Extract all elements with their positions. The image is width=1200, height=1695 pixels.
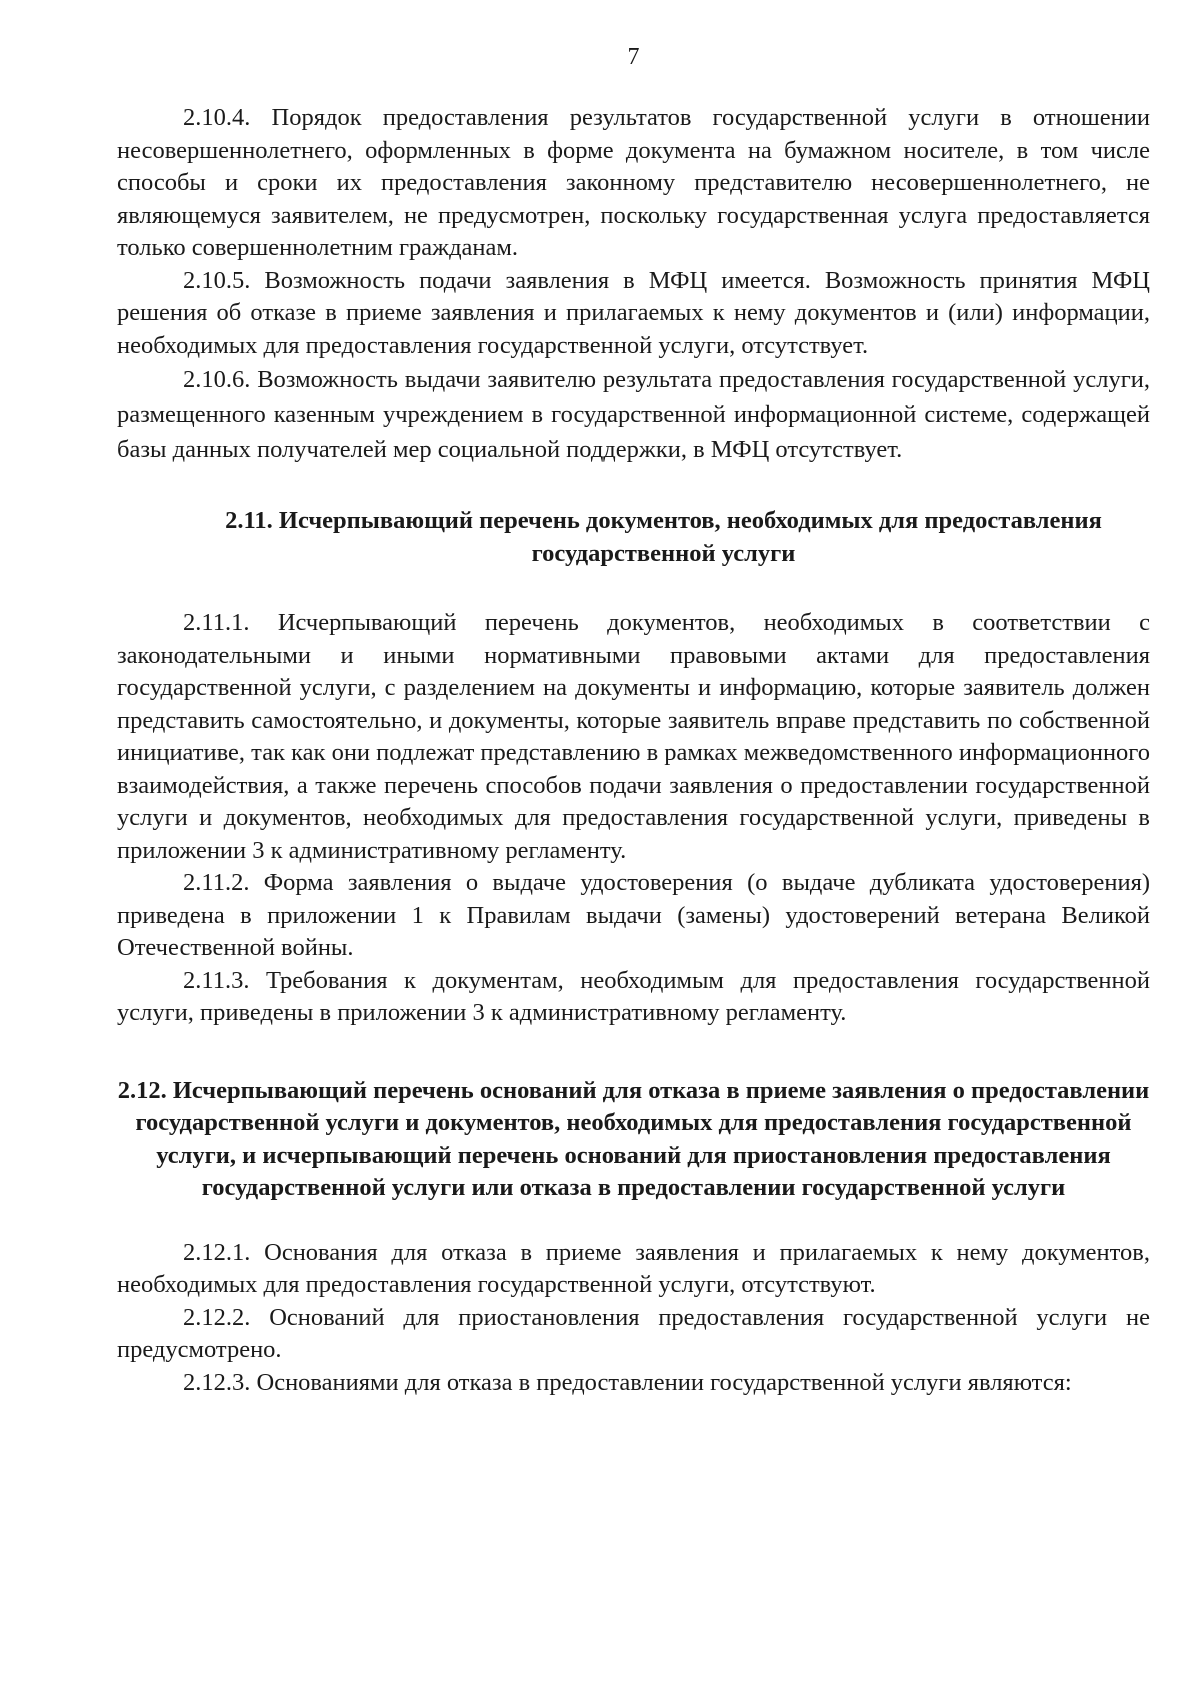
paragraph-2-10-5: 2.10.5. Возможность подачи заявления в МФЦ имеется. Возможность принятия МФЦ решения об отказе в приеме заявления и прилагаемых к нему документов и (или) информации, необходимых для предоставления государственной услуги, отсутствует.: [117, 266, 1150, 359]
paragraph-2-11-2: 2.11.2. Форма заявления о выдаче удостоверения (о выдаче дубликата удостоверения) приведена в приложении 1 к Правилам выдачи (замены) удостоверений ветерана Великой Отечественной войны.: [117, 869, 1150, 961]
paragraph-2-11-1: 2.11.1. Исчерпывающий перечень документов, необходимых в соответствии с законодательными и иными нормативными правовыми актами для предоставления государственной услуги, с разделением на документы и информацию, которые заявитель должен представить самостоятельно, и документы, которые заявитель вправе представить по собственной инициативе, так как они подлежат представлению в рамках межведомственного информационного взаимодействия, а также перечень способов подачи заявления о предоставлении государственной услуги и документов, необходимых для предоставления государственной услуги, приведены в приложении 3 к административному регламенту.: [117, 609, 1150, 864]
paragraph-2-11-3: 2.11.3. Требования к документам, необходимым для предоставления государственной услуги, приведены в приложении 3 к административному регламенту.: [117, 966, 1150, 1026]
document-body: [117, 102, 1150, 1399]
paragraph-2-12-3: 2.12.3. Основаниями для отказа в предоставлении государственной услуги являются:: [183, 1368, 1072, 1396]
paragraph-2-10-6: 2.10.6. Возможность выдачи заявителю результата предоставления государственной услуги, размещенного казенным учреждением в государственной информационной системе, содержащей базы данных получателей мер социальной поддержки, в МФЦ отсутствует.: [117, 366, 1150, 463]
paragraph-2-12-2: 2.12.2. Оснований для приостановления предоставления государственной услуги не предусмотрено.: [117, 1303, 1150, 1363]
page-number: 7: [627, 44, 640, 70]
paragraph-2-10-4: 2.10.4. Порядок предоставления результатов государственной услуги в отношении несовершеннолетнего, оформленных в форме документа на бумажном носителе, в том числе способы и сроки их предоставления законному представителю несовершеннолетнего, не являющемуся заявителем, не предусмотрен, поскольку государственная услуга предоставляется только совершеннолетним гражданам.: [117, 104, 1150, 261]
section-heading-2-11: 2.11. Исчерпывающий перечень документов, необходимых для предоставления государственной услуги: [225, 507, 1102, 567]
paragraph-2-12-1: 2.12.1. Основания для отказа в приеме заявления и прилагаемых к нему документов, необходимых для предоставления государственной услуги, отсутствуют.: [117, 1238, 1150, 1298]
section-heading-2-12: 2.12. Исчерпывающий перечень оснований для отказа в приеме заявления о предоставлении государственной услуги и документов, необходимых для предоставления государственной услуги, и исчерпывающий перечень оснований для приостановления предоставления государственной услуги или отказа в предоставлении государственной услуги: [117, 1076, 1150, 1201]
